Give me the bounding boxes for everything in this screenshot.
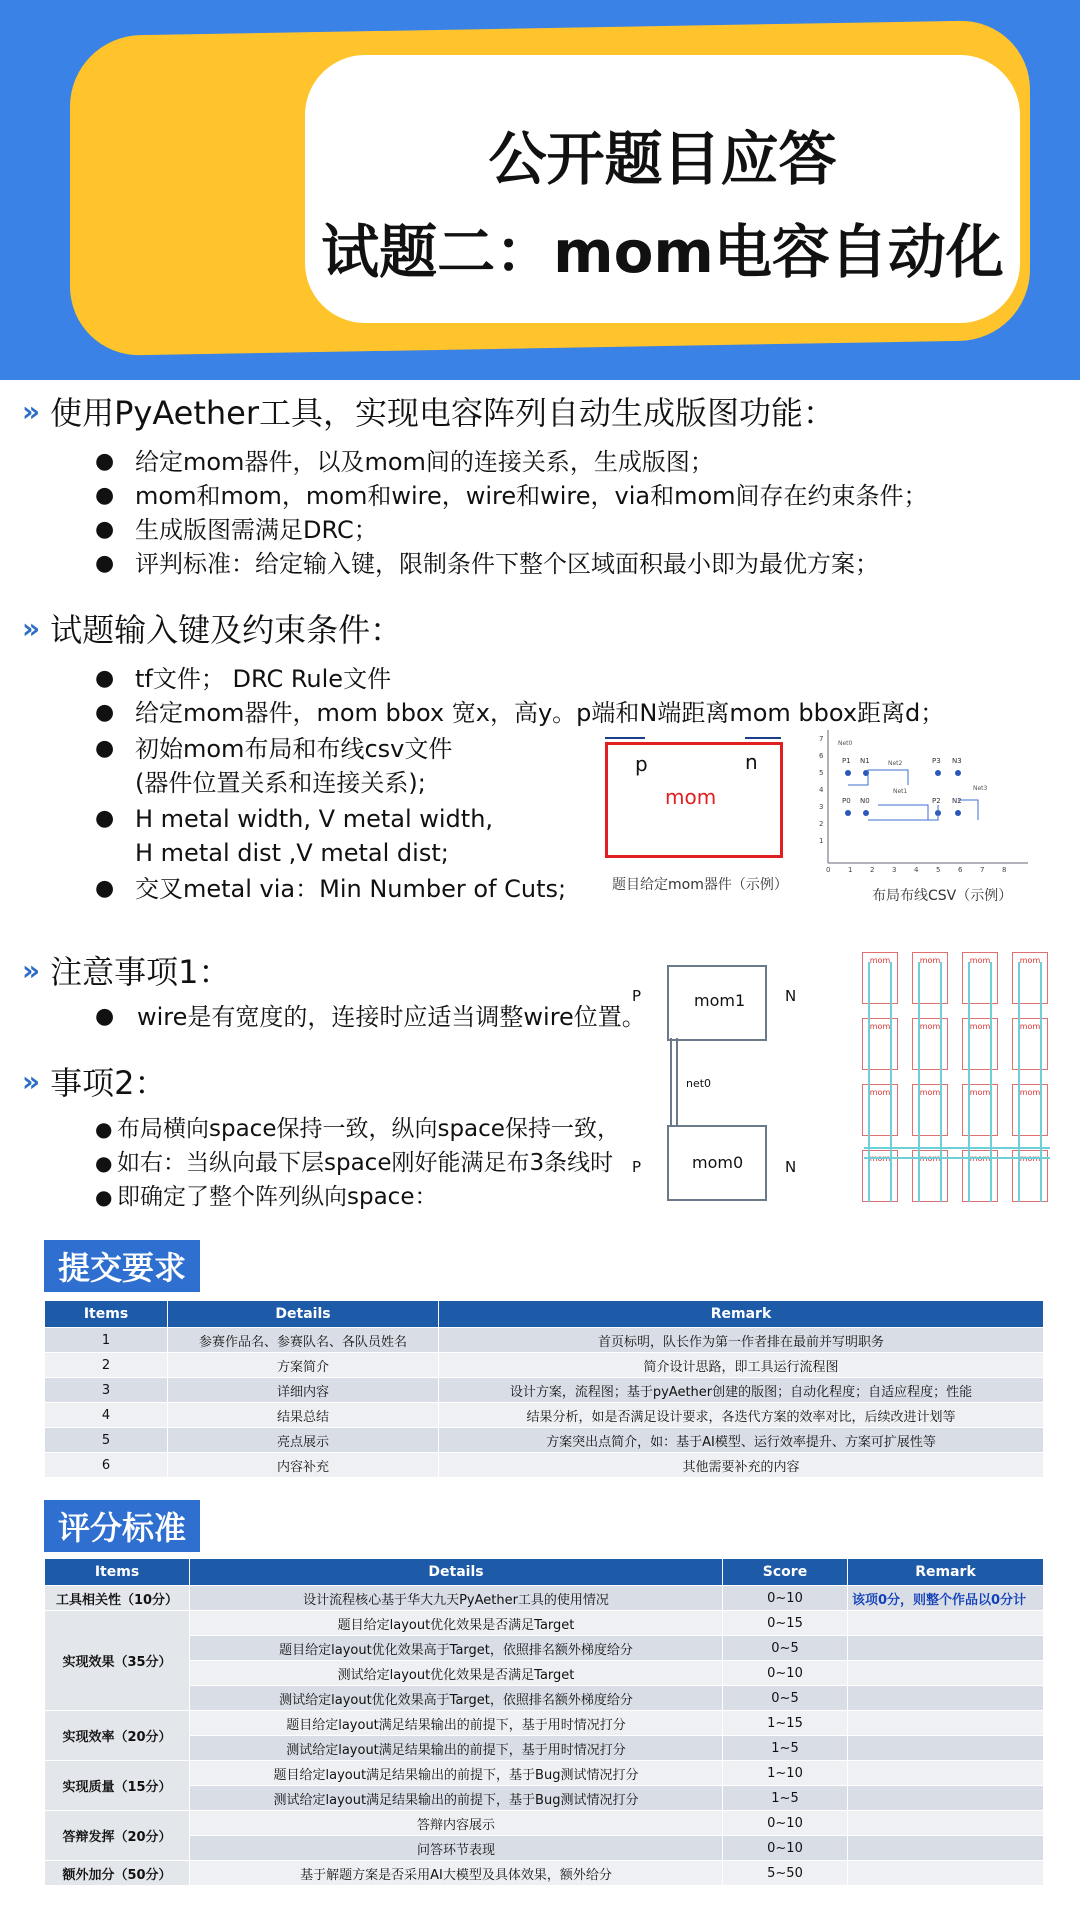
chevron-right-icon: » (22, 1064, 41, 1098)
node-dot (845, 770, 851, 776)
table-row (45, 1586, 1044, 1611)
table-cell: 题目给定layout优化效果高于Target，依照排名额外梯度给分 (190, 1636, 723, 1661)
table-cell: 方案突出点简介，如：基于AI模型、运行效率提升、方案可扩展性等 (439, 1428, 1044, 1453)
dimension-arrow (745, 737, 781, 739)
list-item-cont: (器件位置关系和连接关系); (135, 769, 426, 797)
bullet-icon: ● (95, 517, 115, 542)
table-row (45, 1836, 1044, 1861)
list-item: ● tf文件； DRC Rule文件 (95, 662, 1055, 696)
table-cell: 1~15 (723, 1711, 848, 1736)
table-row (45, 1428, 1044, 1453)
node-label: P3 (932, 757, 941, 765)
table-cell: 参赛作品名、参赛队名、各队员姓名 (168, 1328, 439, 1353)
array-cell: mom (912, 1150, 948, 1202)
x-tick-label: 7 (980, 866, 985, 874)
page-title: 公开题目应答 (488, 125, 837, 193)
bullet-icon: ● (95, 666, 115, 691)
table-row (45, 1353, 1044, 1378)
y-tick-label: 4 (819, 786, 824, 794)
y-tick-label: 1 (819, 837, 824, 845)
table-cell: 0~10 (723, 1661, 848, 1686)
section-title: 注意事项1： (50, 953, 231, 991)
table-cell: 5~50 (723, 1861, 848, 1886)
table-cell: 测试给定layout优化效果是否满足Target (190, 1661, 723, 1686)
bullet-icon: ● (95, 551, 115, 576)
y-tick-label: 3 (819, 803, 824, 811)
array-wire-v (1018, 962, 1042, 1202)
list-item: ● 如右：当纵向最下层space刚好能满足布3条线时 (95, 1146, 620, 1180)
table-cell: 简介设计思路，即工具运行流程图 (439, 1353, 1044, 1378)
table-cell: 5 (45, 1428, 168, 1453)
node-label: N1 (860, 757, 870, 765)
node-dot (863, 810, 869, 816)
csv-layout-figure (818, 725, 1033, 875)
bullet-list-tool (95, 445, 1055, 581)
table-cell: 首页标明，队长作为第一作者排在最前并写明职务 (439, 1328, 1044, 1353)
table-row (45, 1378, 1044, 1403)
table-cell-item: 实现效果（35分） (45, 1611, 190, 1711)
table-cell: 0~5 (723, 1686, 848, 1711)
n-terminal-label: n (745, 750, 758, 774)
table-cell-item: 答辩发挥（20分） (45, 1811, 190, 1861)
table-cell: 其他需要补充的内容 (439, 1453, 1044, 1478)
table-cell: 详细内容 (168, 1378, 439, 1403)
y-tick-label: 7 (819, 735, 824, 743)
net-label: Net3 (973, 785, 988, 792)
table-cell: 0~15 (723, 1611, 848, 1636)
section-heading-input (22, 605, 402, 651)
array-cell: mom (862, 952, 898, 1004)
bullet-icon: ● (95, 483, 115, 508)
table-cell: 0~10 (723, 1836, 848, 1861)
list-item-cont: H metal dist ,V metal dist; (135, 839, 449, 867)
table-cell (848, 1811, 1044, 1836)
mom-figure-caption: 题目给定mom器件（示例） (612, 877, 788, 893)
table-cell: 1~5 (723, 1786, 848, 1811)
table-row (45, 1786, 1044, 1811)
table-row (45, 1661, 1044, 1686)
table-cell: 亮点展示 (168, 1428, 439, 1453)
table-cell: 问答环节表现 (190, 1836, 723, 1861)
node-label: P1 (842, 757, 851, 765)
node-dot (955, 770, 961, 776)
scoring-table (44, 1558, 1044, 1886)
x-tick-label: 5 (936, 866, 941, 874)
list-item: ● 初始mom布局和布线csv文件 (95, 732, 1055, 766)
table-cell: 方案简介 (168, 1353, 439, 1378)
node-label: N0 (860, 797, 870, 805)
node-dot (955, 810, 961, 816)
net0-label: net0 (686, 1077, 712, 1090)
x-tick-label: 8 (1002, 866, 1007, 874)
mom0-label: mom0 (692, 1153, 744, 1172)
array-wire-h (864, 1147, 1050, 1159)
section-title: 试题输入键及约束条件： (50, 611, 403, 649)
column-header: Score (723, 1559, 848, 1586)
page-subtitle: 试题二：mom电容自动化 (321, 218, 1004, 286)
section-heading-note1 (22, 947, 230, 993)
section-heading-note2 (22, 1058, 166, 1104)
section-heading-tool (22, 388, 835, 434)
table-cell: 6 (45, 1453, 168, 1478)
array-cell: mom (962, 1018, 998, 1070)
node-dot (935, 770, 941, 776)
x-tick-label: 1 (848, 866, 853, 874)
table-cell: 0~10 (723, 1811, 848, 1836)
bullet-icon: ● (95, 1151, 113, 1175)
table-cell: 设计方案，流程图；基于pyAether创建的版图；自动化程度；自适应程度；性能 (439, 1378, 1044, 1403)
list-item: ● 生成版图需满足DRC； (95, 513, 1055, 547)
table-cell (848, 1636, 1044, 1661)
array-cell: mom (962, 952, 998, 1004)
table-cell: 答辩内容展示 (190, 1811, 723, 1836)
mom-array-figure (862, 952, 1052, 1212)
table-row (45, 1761, 1044, 1786)
y-tick-label: 6 (819, 752, 824, 760)
array-cell: mom (912, 1084, 948, 1136)
list-item: ● 评判标准：给定输入键，限制条件下整个区域面积最小即为最优方案； (95, 547, 1055, 581)
mom-device-figure (605, 732, 785, 857)
chevron-right-icon: » (22, 394, 41, 428)
p-terminal-label: p (635, 752, 648, 776)
column-header: Details (190, 1559, 723, 1586)
table-cell: 2 (45, 1353, 168, 1378)
column-header: Items (45, 1559, 190, 1586)
mom-label: mom (665, 785, 717, 809)
submit-table (44, 1300, 1044, 1478)
table-cell (848, 1611, 1044, 1636)
array-cell: mom (912, 952, 948, 1004)
table-cell: 内容补充 (168, 1453, 439, 1478)
net-label: Net1 (893, 788, 908, 795)
array-cell: mom (1012, 952, 1048, 1004)
array-cell: mom (962, 1150, 998, 1202)
table-cell (848, 1861, 1044, 1886)
table-cell: 设计流程核心基于华大九天PyAether工具的使用情况 (190, 1586, 723, 1611)
submit-requirements-tag: 提交要求 (44, 1240, 200, 1292)
list-item: ● 即确定了整个阵列纵向space： (95, 1180, 620, 1214)
array-cell: mom (912, 1018, 948, 1070)
table-cell: 结果分析，如是否满足设计要求，各迭代方案的效率对比，后续改进计划等 (439, 1403, 1044, 1428)
table-cell-item: 额外加分（50分） (45, 1861, 190, 1886)
table-row (45, 1736, 1044, 1761)
bullet-icon: ● (95, 1004, 115, 1029)
list-item: ● mom和mom，mom和wire，wire和wire，via和mom间存在约束条件； (95, 479, 1055, 513)
y-tick-label: 2 (819, 820, 824, 828)
section-title: 使用PyAether工具，实现电容阵列自动生成版图功能： (50, 394, 836, 432)
x-tick-label: 4 (914, 866, 919, 874)
table-cell: 4 (45, 1403, 168, 1428)
table-cell (848, 1661, 1044, 1686)
list-item: ● 布局横向space保持一致，纵向space保持一致， (95, 1112, 620, 1146)
table-cell: 题目给定layout优化效果是否满足Target (190, 1611, 723, 1636)
node-label: P0 (842, 797, 851, 805)
table-cell-item: 实现效率（20分） (45, 1711, 190, 1761)
array-cell: mom (962, 1084, 998, 1136)
array-wire-v (868, 962, 892, 1202)
list-item: ● 交叉metal via：Min Number of Cuts; (95, 872, 1055, 906)
column-header: Remark (848, 1559, 1044, 1586)
x-tick-label: 6 (958, 866, 963, 874)
list-item: ● 给定mom器件，mom bbox 宽x，高y。p端和N端距离mom bbox距离d； (95, 696, 1055, 730)
array-cell: mom (862, 1084, 898, 1136)
table-cell (848, 1686, 1044, 1711)
table-cell: 题目给定layout满足结果输出的前提下，基于Bug测试情况打分 (190, 1761, 723, 1786)
bullet-icon: ● (95, 1185, 113, 1209)
array-wire-v (968, 962, 992, 1202)
p-label: P (632, 987, 642, 1005)
list-item: ● H metal width, V metal width, (95, 802, 1055, 836)
node-dot (845, 810, 851, 816)
bullet-icon: ● (95, 449, 115, 474)
column-header: Remark (439, 1301, 1044, 1328)
array-cell: mom (862, 1018, 898, 1070)
x-tick-label: 0 (826, 866, 831, 874)
table-cell (848, 1736, 1044, 1761)
array-cell: mom (1012, 1150, 1048, 1202)
table-row (45, 1453, 1044, 1478)
table-row (45, 1611, 1044, 1636)
x-tick-label: 3 (892, 866, 897, 874)
table-row (45, 1403, 1044, 1428)
table-cell (848, 1786, 1044, 1811)
bullet-icon: ● (95, 736, 115, 761)
chevron-right-icon: » (22, 953, 41, 987)
table-row (45, 1328, 1044, 1353)
bullet-icon: ● (95, 1117, 113, 1141)
list-item: ● wire是有宽度的，连接时应适当调整wire位置。 (95, 1000, 646, 1034)
n-label: N (785, 987, 797, 1005)
column-header: Details (168, 1301, 439, 1328)
table-cell: 1 (45, 1328, 168, 1353)
node-label: P2 (932, 797, 941, 805)
array-cell: mom (862, 1150, 898, 1202)
table-cell (848, 1711, 1044, 1736)
table-cell: 该项0分，则整个作品以0分计 (848, 1586, 1044, 1611)
net-label: Net0 (838, 740, 853, 747)
table-cell: 0~5 (723, 1636, 848, 1661)
table-cell: 测试给定layout满足结果输出的前提下，基于用时情况打分 (190, 1736, 723, 1761)
array-cell: mom (1012, 1018, 1048, 1070)
chevron-right-icon: » (22, 611, 41, 645)
mom-pair-figure (632, 965, 812, 1210)
table-cell: 1~10 (723, 1761, 848, 1786)
net-label: Net2 (888, 760, 903, 767)
table-row (45, 1861, 1044, 1886)
csv-figure-caption: 布局布线CSV（示例） (872, 888, 1013, 904)
table-cell: 题目给定layout满足结果输出的前提下，基于用时情况打分 (190, 1711, 723, 1736)
table-cell-item: 工具相关性（10分） (45, 1586, 190, 1611)
table-cell: 3 (45, 1378, 168, 1403)
bullet-list-note1 (95, 1000, 646, 1034)
table-cell: 1~5 (723, 1736, 848, 1761)
y-tick-label: 5 (819, 769, 824, 777)
table-cell: 结果总结 (168, 1403, 439, 1428)
table-cell (848, 1836, 1044, 1861)
node-label: N3 (952, 757, 962, 765)
mom1-label: mom1 (694, 991, 746, 1010)
table-row (45, 1636, 1044, 1661)
table-row (45, 1811, 1044, 1836)
scoring-criteria-tag: 评分标准 (44, 1500, 200, 1552)
table-cell (848, 1761, 1044, 1786)
table-cell-item: 实现质量（15分） (45, 1761, 190, 1811)
list-item: ● 给定mom器件，以及mom间的连接关系，生成版图； (95, 445, 1055, 479)
bullet-icon: ● (95, 806, 115, 831)
table-cell: 0~10 (723, 1586, 848, 1611)
bullet-list-note2 (95, 1112, 620, 1214)
p-label: P (632, 1158, 642, 1176)
n-label: N (785, 1158, 797, 1176)
section-title: 事项2： (50, 1064, 167, 1102)
dimension-arrow (605, 737, 645, 739)
column-header: Items (45, 1301, 168, 1328)
bullet-icon: ● (95, 700, 115, 725)
array-cell: mom (1012, 1084, 1048, 1136)
table-cell: 测试给定layout优化效果高于Target，依照排名额外梯度给分 (190, 1686, 723, 1711)
array-wire-v (918, 962, 942, 1202)
table-cell: 基于解题方案是否采用AI大模型及具体效果，额外给分 (190, 1861, 723, 1886)
node-label: N2 (952, 797, 962, 805)
table-cell: 测试给定layout满足结果输出的前提下，基于Bug测试情况打分 (190, 1786, 723, 1811)
table-row (45, 1711, 1044, 1736)
table-row (45, 1686, 1044, 1711)
bullet-icon: ● (95, 876, 115, 901)
x-tick-label: 2 (870, 866, 875, 874)
